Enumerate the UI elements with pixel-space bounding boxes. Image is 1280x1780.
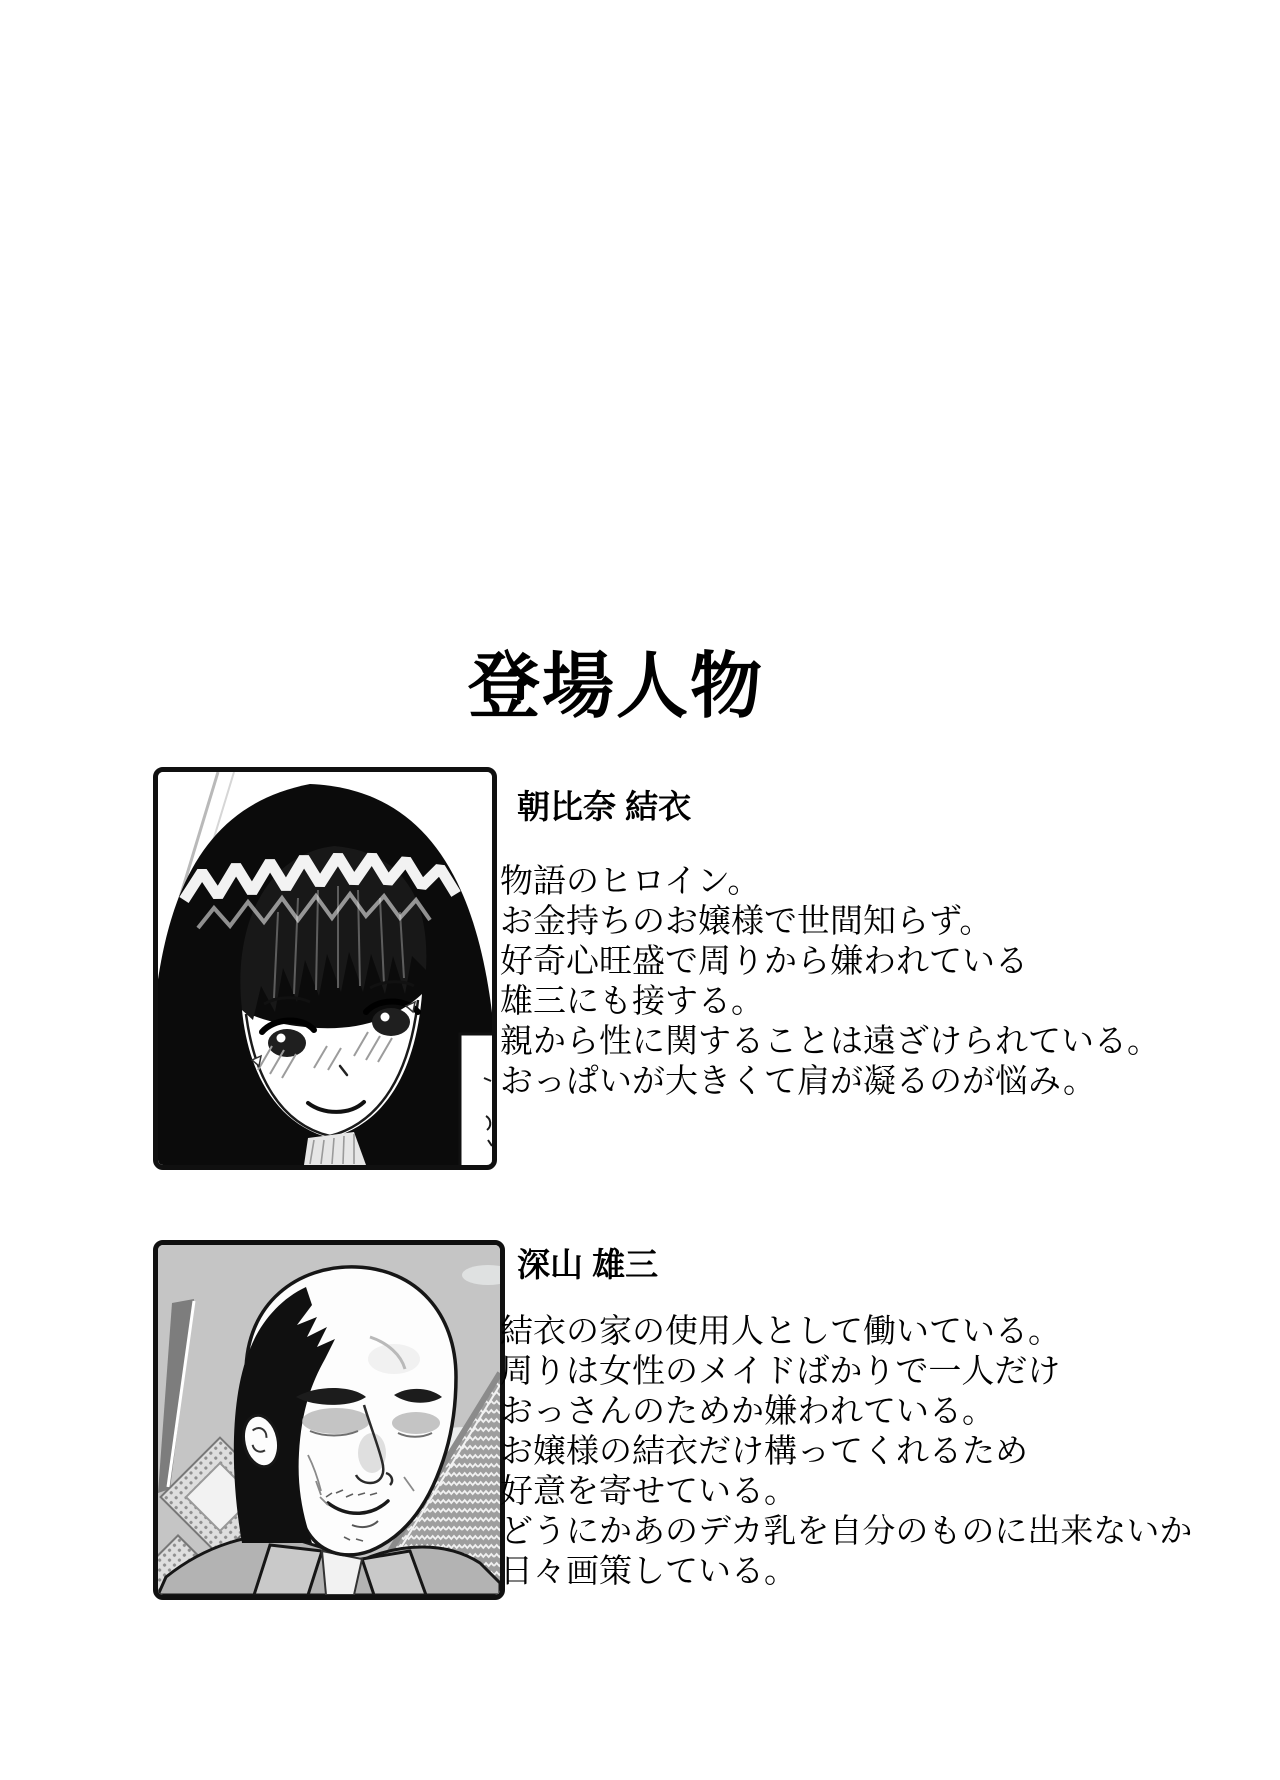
description-line: 周りは女性のメイドばかりで一人だけ [500, 1354, 1061, 1390]
description-line: お金持ちのお嬢様で世間知らず。 [500, 904, 993, 940]
description-line: 日々画策している。 [500, 1554, 797, 1590]
description-line: おっさんのためか嫌われている。 [500, 1394, 995, 1430]
page-title: 登場人物 [468, 647, 765, 727]
description-line: 物語のヒロイン。 [500, 864, 761, 900]
description-line: 結衣の家の使用人として働いている。 [500, 1314, 1061, 1350]
character-name-yui: 朝比奈 結衣 [517, 788, 692, 825]
description-line: おっぱいが大きくて肩が凝るのが悩み。 [500, 1064, 1096, 1100]
character-description-yuzo [500, 1312, 1192, 1592]
yuzo-portrait-frame [153, 1240, 505, 1600]
yui-portrait-image [158, 772, 492, 1165]
yui-portrait-frame [153, 767, 497, 1170]
character-name-yuzo: 深山 雄三 [517, 1246, 659, 1283]
description-line: 好意を寄せている。 [500, 1474, 797, 1510]
description-line: お嬢様の結衣だけ構ってくれるため [500, 1434, 1028, 1470]
description-line: 親から性に関することは遠ざけられている。 [500, 1024, 1160, 1060]
description-line: どうにかあのデカ乳を自分のものに出来ないか [500, 1514, 1193, 1550]
yuzo-portrait-image [158, 1245, 500, 1595]
description-line: 雄三にも接する。 [500, 984, 764, 1020]
description-line: 好奇心旺盛で周りから嫌われている [500, 944, 1028, 980]
character-description-yui [500, 862, 1160, 1102]
